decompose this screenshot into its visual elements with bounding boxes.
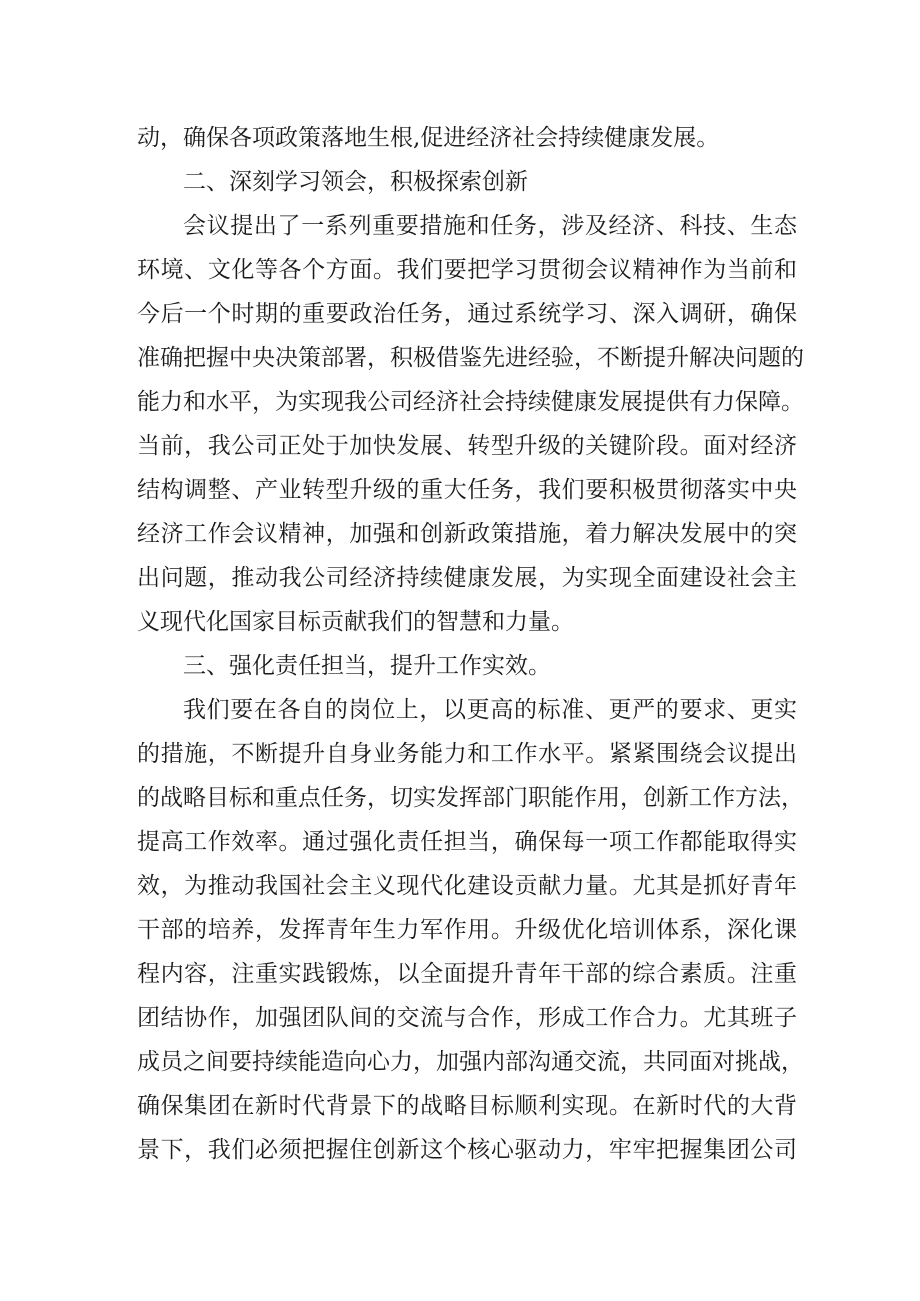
text-line-14: 我们要在各自的岗位上，以更高的标准、更严的要求、更实 xyxy=(183,697,797,723)
section-heading-2: 二、深刻学习领会，积极探索创新 xyxy=(183,169,528,195)
text-line-20: 程内容，注重实践锻炼，以全面提升青年干部的综合素质。注重 xyxy=(137,961,797,987)
text-line-11: 出问题，推动我公司经济持续健康发展，为实现全面建设社会主 xyxy=(137,565,797,591)
text-line-10: 经济工作会议精神，加强和创新政策措施，着力解决发展中的突 xyxy=(137,521,797,547)
text-line-4: 环境、文化等各个方面。我们要把学习贯彻会议精神作为当前和 xyxy=(137,257,797,283)
text-line-8: 当前，我公司正处于加快发展、转型升级的关键阶段。面对经济 xyxy=(137,433,797,459)
text-line-16: 的战略目标和重点任务，切实发挥部门职能作用，创新工作方法， xyxy=(137,785,804,811)
section-heading-3: 三、强化责任担当，提升工作实效。 xyxy=(183,653,551,679)
text-line-22: 成员之间要持续能造向心力，加强内部沟通交流，共同面对挑战， xyxy=(137,1049,804,1075)
text-line-7: 能力和水平，为实现我公司经济社会持续健康发展提供有力保障。 xyxy=(137,389,804,415)
text-line-24: 景下，我们必须把握住创新这个核心驱动力，牢牢把握集团公司 xyxy=(137,1137,797,1163)
text-line-19: 干部的培养，发挥青年生力军作用。升级优化培训体系，深化课 xyxy=(137,917,797,943)
text-line-17: 提高工作效率。通过强化责任担当，确保每一项工作都能取得实 xyxy=(137,829,797,855)
text-line-5: 今后一个时期的重要政治任务，通过系统学习、深入调研，确保 xyxy=(137,301,797,327)
text-line-15: 的措施，不断提升自身业务能力和工作水平。紧紧围绕会议提出 xyxy=(137,741,797,767)
text-line-23: 确保集团在新时代背景下的战略目标顺利实现。在新时代的大背 xyxy=(137,1093,797,1119)
text-line-12: 义现代化国家目标贡献我们的智慧和力量。 xyxy=(137,609,574,635)
text-line-21: 团结协作，加强团队间的交流与合作，形成工作合力。尤其班子 xyxy=(137,1005,797,1031)
text-line-3: 会议提出了一系列重要措施和任务，涉及经济、科技、生态 xyxy=(183,213,797,239)
text-line-9: 结构调整、产业转型升级的重大任务，我们要积极贯彻落实中央 xyxy=(137,477,797,503)
text-line-6: 准确把握中央决策部署，积极借鉴先进经验，不断提升解决问题的 xyxy=(137,345,804,371)
text-line-1: 动，确保各项政策落地生根,促进经济社会持续健康发展。 xyxy=(137,125,720,151)
text-line-18: 效，为推动我国社会主义现代化建设贡献力量。尤其是抓好青年 xyxy=(137,873,797,899)
